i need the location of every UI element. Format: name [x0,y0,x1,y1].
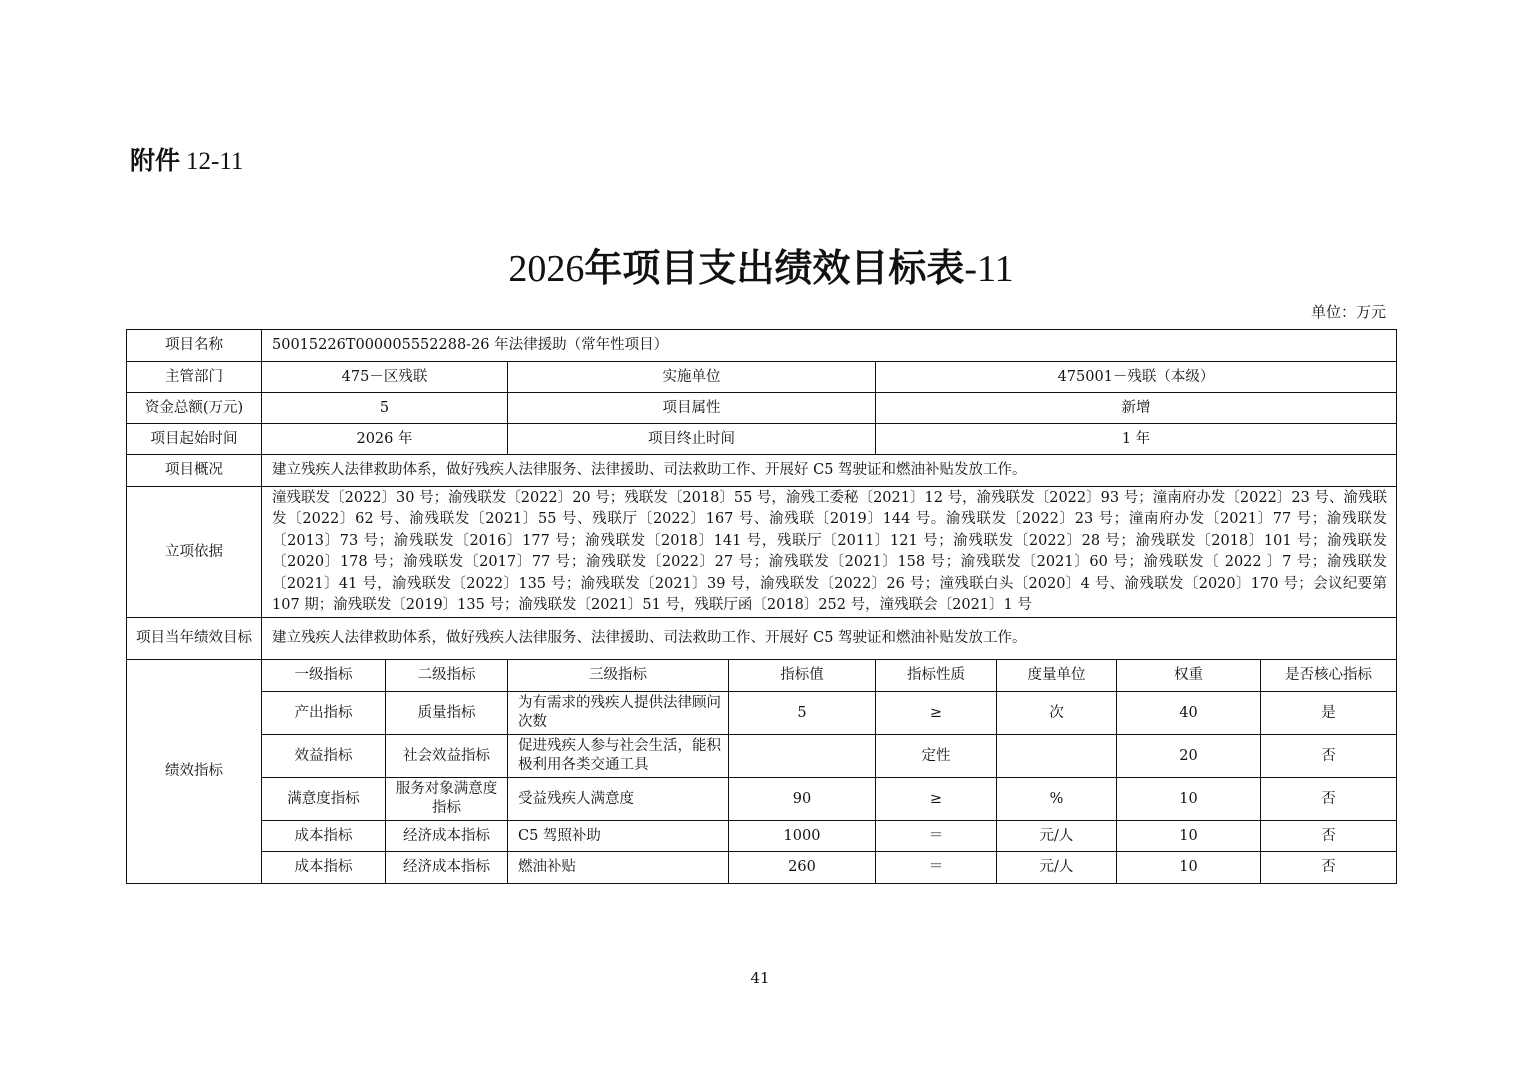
weight-cell: 20 [1117,735,1261,778]
page-number: 41 [750,969,770,987]
unit-cell [997,735,1117,778]
dept-value: 475－区残联 [262,362,508,393]
nature-cell: ≥ [876,778,997,821]
header-core: 是否核心指标 [1261,660,1397,692]
table-row [127,692,1397,735]
table-row [127,735,1397,778]
core-cell: 否 [1261,821,1397,852]
value-cell: 90 [729,778,876,821]
attr-label: 项目属性 [508,393,876,424]
impl-unit-value: 475001－残联（本级） [876,362,1397,393]
level2-cell: 社会效益指标 [386,735,508,778]
header-unit: 度量单位 [997,660,1117,692]
unit-cell: 元/人 [997,821,1117,852]
table-row [127,852,1397,884]
unit-label: 单位：万元 [1310,303,1386,321]
header-nature: 指标性质 [876,660,997,692]
goal-value: 建立残疾人法律救助体系，做好残疾人法律服务、法律援助、司法救助工作、开展好 C5 驾驶证和燃油补贴发放工作。 [262,618,1397,660]
nature-cell: ＝ [876,821,997,852]
table-row [127,778,1397,821]
end-value: 1 年 [876,424,1397,455]
core-cell: 否 [1261,778,1397,821]
level2-cell: 经济成本指标 [386,852,508,884]
level3-cell: 为有需求的残疾人提供法律顾问次数 [508,692,729,735]
row-dates [127,424,1397,455]
value-cell: 1000 [729,821,876,852]
weight-cell: 10 [1117,852,1261,884]
goal-label: 项目当年绩效目标 [127,618,262,660]
row-department [127,362,1397,393]
title-text: 年项目支出绩效目标表 [584,246,965,290]
start-label: 项目起始时间 [127,424,262,455]
attachment-number: 12-11 [186,148,244,175]
nature-cell: ≥ [876,692,997,735]
nature-cell: ＝ [876,852,997,884]
level1-cell: 成本指标 [262,821,386,852]
indicator-header-row [127,660,1397,692]
attr-value: 新增 [876,393,1397,424]
header-level3: 三级指标 [508,660,729,692]
attachment-text: 附件 [130,146,181,175]
core-cell: 是 [1261,692,1397,735]
header-level1: 一级指标 [262,660,386,692]
level3-cell: 受益残疾人满意度 [508,778,729,821]
dept-label: 主管部门 [127,362,262,393]
overview-label: 项目概况 [127,455,262,487]
start-value: 2026 年 [262,424,508,455]
unit-cell: % [997,778,1117,821]
weight-cell: 10 [1117,778,1261,821]
weight-cell: 40 [1117,692,1261,735]
core-cell: 否 [1261,852,1397,884]
basis-value: 潼残联发〔2022〕30 号；渝残联发〔2022〕20 号；残联发〔2018〕55 号，渝残工委秘〔2021〕12 号，渝残联发〔2022〕93 号；潼南府办发〔2022〕23 号、渝残联发〔2022〕62 号、渝残联发〔2021〕55 号、残联厅〔2022〕167 号、渝残联〔2019〕144 号。渝残联发〔2022〕23 号；潼南府办发〔2021〕77 号；渝残联发〔2013〕73 号；渝残联发〔2016〕177 号；渝残联发〔2018〕141 号，残联厅〔2011〕121 号；渝残联发〔2022〕28 号；渝残联发〔2018〕101 号；渝残联发〔2020〕178 号；渝残联发〔2017〕77 号；渝残联发〔2022〕27 号；渝残联发〔2021〕158 号；渝残联发〔2021〕60 号；渝残联发〔 2022 〕7 号；渝残联发〔2021〕41 号，渝残联发〔2022〕135 号；渝残联发〔2021〕39 号，渝残联发〔2022〕26 号；潼残联白头〔2020〕4 号、渝残联发〔2020〕170 号；会议纪要第 107 期；渝残联发〔2019〕135 号；渝残联发〔2021〕51 号，残联厅函〔2018〕252 号，潼残联会〔2021〕1 号 [262,487,1397,618]
unit-cell: 次 [997,692,1117,735]
impl-unit-label: 实施单位 [508,362,876,393]
level2-cell: 质量指标 [386,692,508,735]
weight-cell: 10 [1117,821,1261,852]
core-cell: 否 [1261,735,1397,778]
header-weight: 权重 [1117,660,1261,692]
level1-cell: 成本指标 [262,852,386,884]
overview-value: 建立残疾人法律救助体系，做好残疾人法律服务、法律援助、司法救助工作、开展好 C5 驾驶证和燃油补贴发放工作。 [262,455,1397,487]
row-funding [127,393,1397,424]
level1-cell: 产出指标 [262,692,386,735]
indicators-section-label: 绩效指标 [127,660,262,884]
value-cell: 260 [729,852,876,884]
fund-value: 5 [262,393,508,424]
level3-cell: 促进残疾人参与社会生活，能积极利用各类交通工具 [508,735,729,778]
fund-label: 资金总额(万元) [127,393,262,424]
level2-cell: 服务对象满意度指标 [386,778,508,821]
title-year: 2026 [508,248,585,290]
value-cell [729,735,876,778]
unit-cell: 元/人 [997,852,1117,884]
table-row [127,821,1397,852]
project-name-label: 项目名称 [127,330,262,362]
basis-label: 立项依据 [127,487,262,618]
end-label: 项目终止时间 [508,424,876,455]
level2-cell: 经济成本指标 [386,821,508,852]
nature-cell: 定性 [876,735,997,778]
row-basis [127,487,1397,618]
performance-table [126,329,1397,884]
attachment-label [130,145,243,178]
header-value: 指标值 [729,660,876,692]
title-suffix: -11 [964,248,1014,290]
level1-cell: 效益指标 [262,735,386,778]
row-overview [127,455,1397,487]
project-name-value: 50015226T000005552288-26 年法律援助（常年性项目） [262,330,1397,362]
level3-cell: 燃油补贴 [508,852,729,884]
row-project-name [127,330,1397,362]
value-cell: 5 [729,692,876,735]
page-title [126,245,1396,292]
level3-cell: C5 驾照补助 [508,821,729,852]
header-level2: 二级指标 [386,660,508,692]
level1-cell: 满意度指标 [262,778,386,821]
row-goal [127,618,1397,660]
